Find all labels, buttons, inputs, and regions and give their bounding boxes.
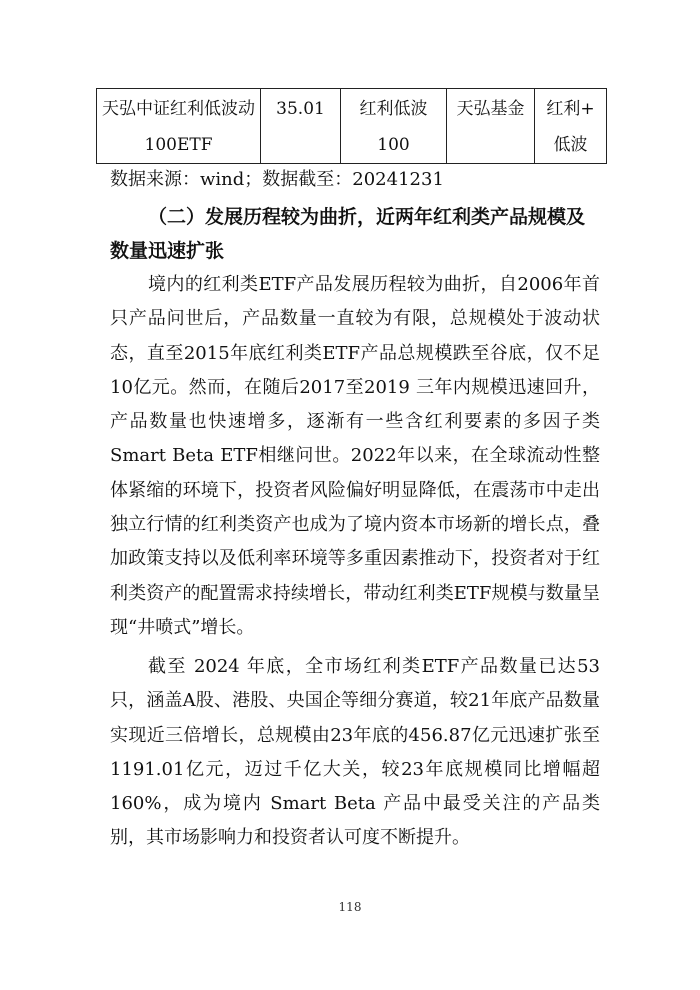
category-line2: 低波 (553, 135, 588, 155)
category-cell (535, 89, 607, 164)
tracking-index-cell (341, 89, 447, 164)
fund-name-line2: 100ETF (144, 135, 213, 155)
body-paragraph: 截至 2024 年底，全市场红利类ETF产品数量已达53只，涵盖A股、港股、央国企等细分赛道，较21年底产品数量实现近三倍增长，总规模由23年底的456.87亿元迅速扩张至1191.01亿元，迈过千亿大关，较23年底规模同比增幅超160%，成为境内 Smart Beta 产品中最受关注的产品类别，其市场影响力和投资者认可度不断提升。 (110, 656, 600, 849)
table-row (97, 89, 607, 164)
etf-table (96, 88, 607, 164)
fund-name-line1: 天弘中证红利低波动 (102, 99, 255, 119)
fund-manager-cell (447, 89, 535, 164)
tracking-index-line2: 100 (377, 135, 410, 155)
page-number: 118 (338, 900, 362, 914)
fund-manager: 天弘基金 (456, 99, 525, 119)
category-line1: 红利+ (546, 99, 595, 119)
tracking-index-line1: 红利低波 (359, 99, 428, 119)
fund-name-cell (97, 89, 261, 164)
section-heading: （二）发展历程较为曲折，近两年红利类产品规模及数量迅速扩张 (110, 206, 586, 262)
data-source-note: 数据来源：wind；数据截至：20241231 (110, 169, 444, 190)
fund-scale-cell (261, 89, 341, 164)
body-paragraph: 境内的红利类ETF产品发展历程较为曲折，自2006年首只产品问世后，产品数量一直较为有限，总规模处于波动状态，直至2015年底红利类ETF产品总规模跌至谷底，仅不足10亿元。然而，在随后2017至2019 三年内规模迅速回升，产品数量也快速增多，逐渐有一些含红利要素的多因子类Smart Beta ETF相继问世。2022年以来，在全球流动性整体紧缩的环境下，投资者风险偏好明显降低，在震荡市中走出独立行情的红利类资产也成为了境内资本市场新的增长点，叠加政策支持以及低利率环境等多重因素推动下，投资者对于红利类资产的配置需求持续增长，带动红利类ETF规模与数量呈现“井喷式”增长。 (110, 274, 600, 638)
fund-scale: 35.01 (276, 99, 325, 119)
